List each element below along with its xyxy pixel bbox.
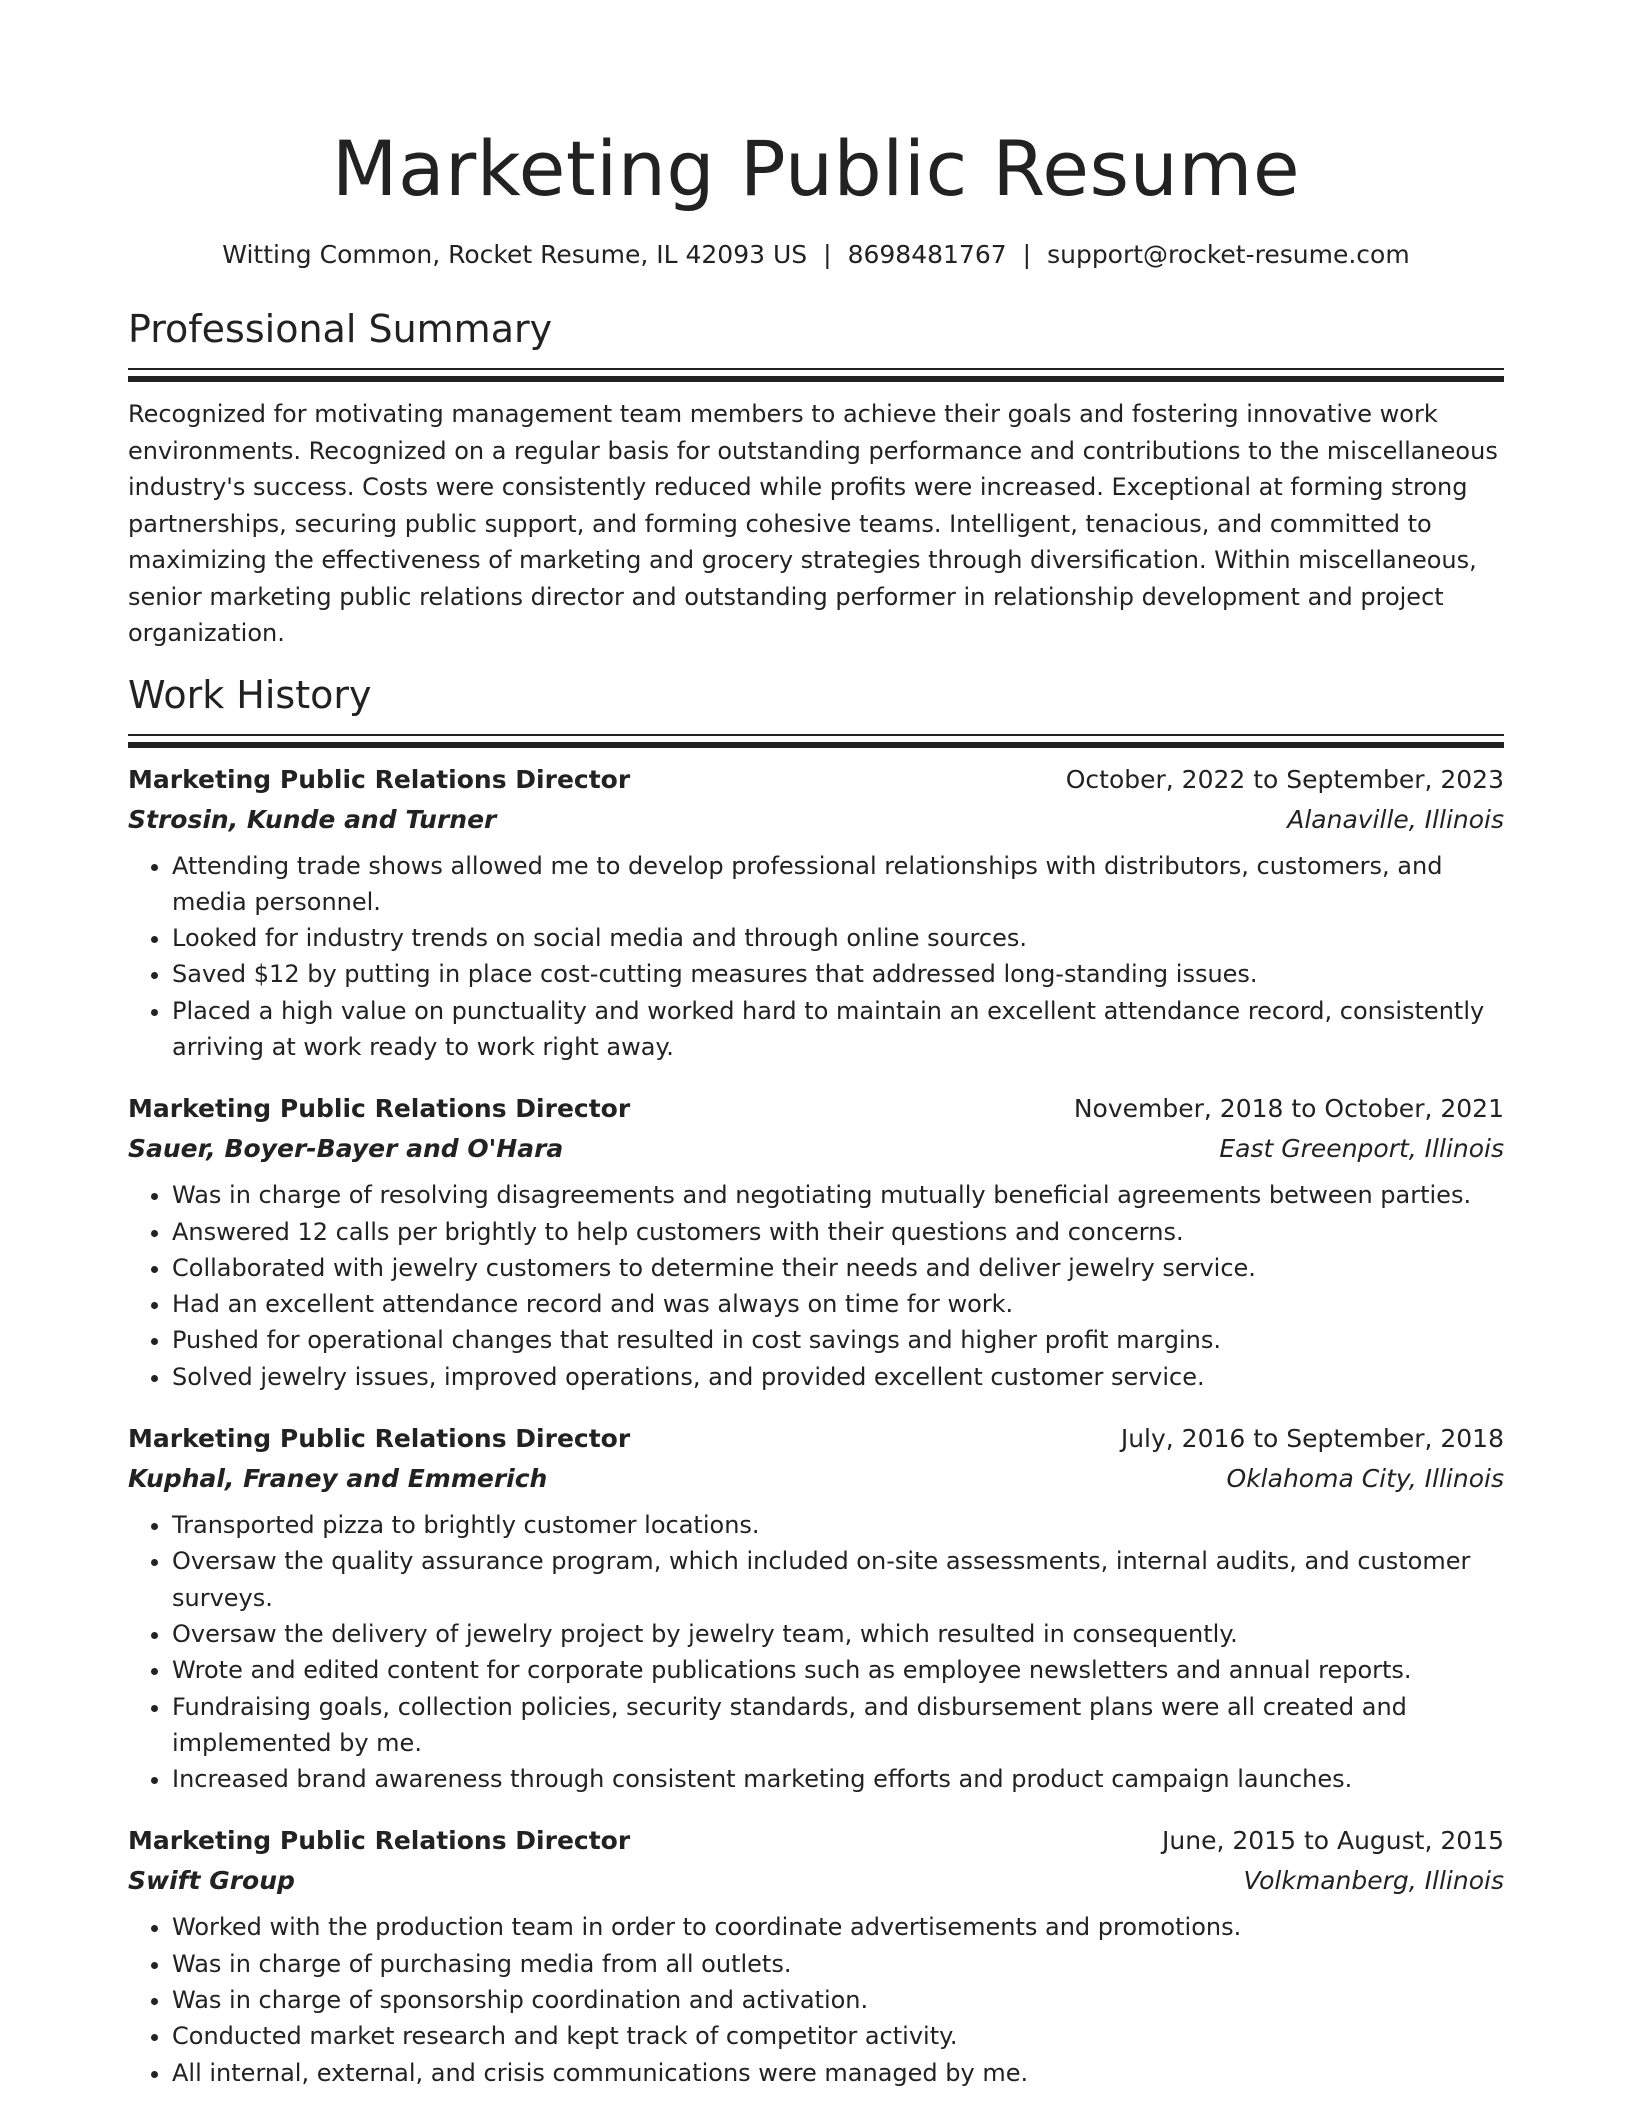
job-header-row xyxy=(128,1419,1504,1459)
job-bullet-list xyxy=(128,1909,1504,2090)
resume-page xyxy=(128,0,1504,2091)
job-bullet: • Oversaw the quality assurance program, which included on-site assessments, internal audits, and customer surveys. xyxy=(172,1543,1504,1616)
job-bullet: • Worked with the production team in order to coordinate advertisements and promotions. xyxy=(172,1909,1504,1945)
job-company-row xyxy=(128,1861,1504,1901)
job-location: Volkmanberg, Illinois xyxy=(1243,1866,1504,1896)
summary-text: Recognized for motivating management team members to achieve their goals and fostering innovative work environments. Recognized on a regular basis for outstanding performance and contributions to the miscellaneous industry's success. Costs were consistently reduced while profits were increased. Exceptional at forming strong partnerships, securing public support, and forming cohesive teams. Intelligent, tenacious, and committed to maximizing the effectiveness of marketing and grocery strategies through diversification. Within miscellaneous, senior marketing public relations director and outstanding performer in relationship development and project organization. xyxy=(128,400,1498,647)
section-divider xyxy=(128,734,1504,748)
job-bullet: • Was in charge of purchasing media from all outlets. xyxy=(172,1946,1504,1982)
job-entry xyxy=(128,1089,1504,1395)
job-bullet-list xyxy=(128,1507,1504,1797)
job-company: Swift Group xyxy=(128,1866,295,1896)
job-company-row xyxy=(128,1459,1504,1499)
job-company: Strosin, Kunde and Turner xyxy=(128,804,497,834)
job-dates: November, 2018 to October, 2021 xyxy=(1073,1094,1504,1124)
job-entry xyxy=(128,1419,1504,1797)
contact-separator: | xyxy=(823,240,832,269)
job-bullet: • Answered 12 calls per brightly to help customers with their questions and concerns. xyxy=(172,1214,1504,1250)
job-bullet: • Saved $12 by putting in place cost-cutting measures that addressed long-standing issues. xyxy=(172,956,1504,992)
job-entry xyxy=(128,1821,1504,2090)
job-bullet: • Wrote and edited content for corporate publications such as employee newsletters and annual reports. xyxy=(172,1652,1504,1688)
job-entry xyxy=(128,760,1504,1066)
job-title: Marketing Public Relations Director xyxy=(128,1094,631,1124)
job-bullet: • Increased brand awareness through consistent marketing efforts and product campaign launches. xyxy=(172,1761,1504,1797)
contact-phone: 8698481767 xyxy=(847,240,1007,269)
job-company: Kuphal, Franey and Emmerich xyxy=(128,1464,548,1494)
job-company-row xyxy=(128,800,1504,840)
job-title: Marketing Public Relations Director xyxy=(128,1424,631,1454)
section-heading-summary: Professional Summary xyxy=(128,307,553,351)
job-bullet: • Placed a high value on punctuality and worked hard to maintain an excellent attendance record, consistently arriving at work ready to work right away. xyxy=(172,993,1504,1066)
contact-address: Witting Common, Rocket Resume, IL 42093 US xyxy=(222,240,808,269)
resume-title: Marketing Public Resume xyxy=(331,124,1301,213)
job-bullet: • Pushed for operational changes that resulted in cost savings and higher profit margins. xyxy=(172,1322,1504,1358)
job-bullet: • Attending trade shows allowed me to develop professional relationships with distributors, customers, and media personnel. xyxy=(172,848,1504,921)
job-bullet: • Conducted market research and kept track of competitor activity. xyxy=(172,2018,1504,2054)
job-dates: July, 2016 to September, 2018 xyxy=(1120,1424,1504,1454)
job-location: Oklahoma City, Illinois xyxy=(1226,1464,1504,1494)
job-bullet: • Solved jewelry issues, improved operations, and provided excellent customer service. xyxy=(172,1359,1504,1395)
job-title: Marketing Public Relations Director xyxy=(128,1826,631,1856)
job-location: Alanaville, Illinois xyxy=(1287,804,1504,834)
job-dates: October, 2022 to September, 2023 xyxy=(1065,764,1504,794)
section-heading-work-history: Work History xyxy=(128,672,372,717)
job-company: Sauer, Boyer-Bayer and O'Hara xyxy=(128,1134,564,1164)
job-header-row xyxy=(128,1089,1504,1129)
job-company-row xyxy=(128,1129,1504,1169)
job-bullet: • All internal, external, and crisis communications were managed by me. xyxy=(172,2055,1504,2091)
job-bullet: • Looked for industry trends on social media and through online sources. xyxy=(172,920,1504,956)
job-location: East Greenport, Illinois xyxy=(1219,1134,1504,1164)
job-bullet: • Had an excellent attendance record and was always on time for work. xyxy=(172,1286,1504,1322)
contact-separator: | xyxy=(1022,240,1032,269)
job-bullet: • Oversaw the delivery of jewelry project by jewelry team, which resulted in consequently. xyxy=(172,1616,1504,1652)
contact-line xyxy=(128,238,1504,272)
job-bullet-list xyxy=(128,1177,1504,1395)
job-bullet: • Fundraising goals, collection policies, security standards, and disbursement plans were all created and implemented by me. xyxy=(172,1689,1504,1762)
job-bullet: • Transported pizza to brightly customer locations. xyxy=(172,1507,1504,1543)
job-bullet-list xyxy=(128,848,1504,1066)
professional-summary-section xyxy=(128,306,1504,652)
work-history-section xyxy=(128,672,1504,2091)
job-dates: June, 2015 to August, 2015 xyxy=(1162,1826,1504,1856)
job-header-row xyxy=(128,1821,1504,1861)
contact-email: support@rocket-resume.com xyxy=(1047,240,1410,269)
job-bullet: • Was in charge of sponsorship coordination and activation. xyxy=(172,1982,1504,2018)
job-title: Marketing Public Relations Director xyxy=(128,764,631,794)
section-divider xyxy=(128,368,1504,382)
job-bullet: • Was in charge of resolving disagreements and negotiating mutually beneficial agreements between parties. xyxy=(172,1177,1504,1213)
job-header-row xyxy=(128,760,1504,800)
job-list xyxy=(128,760,1504,2091)
job-bullet: • Collaborated with jewelry customers to determine their needs and deliver jewelry service. xyxy=(172,1250,1504,1286)
